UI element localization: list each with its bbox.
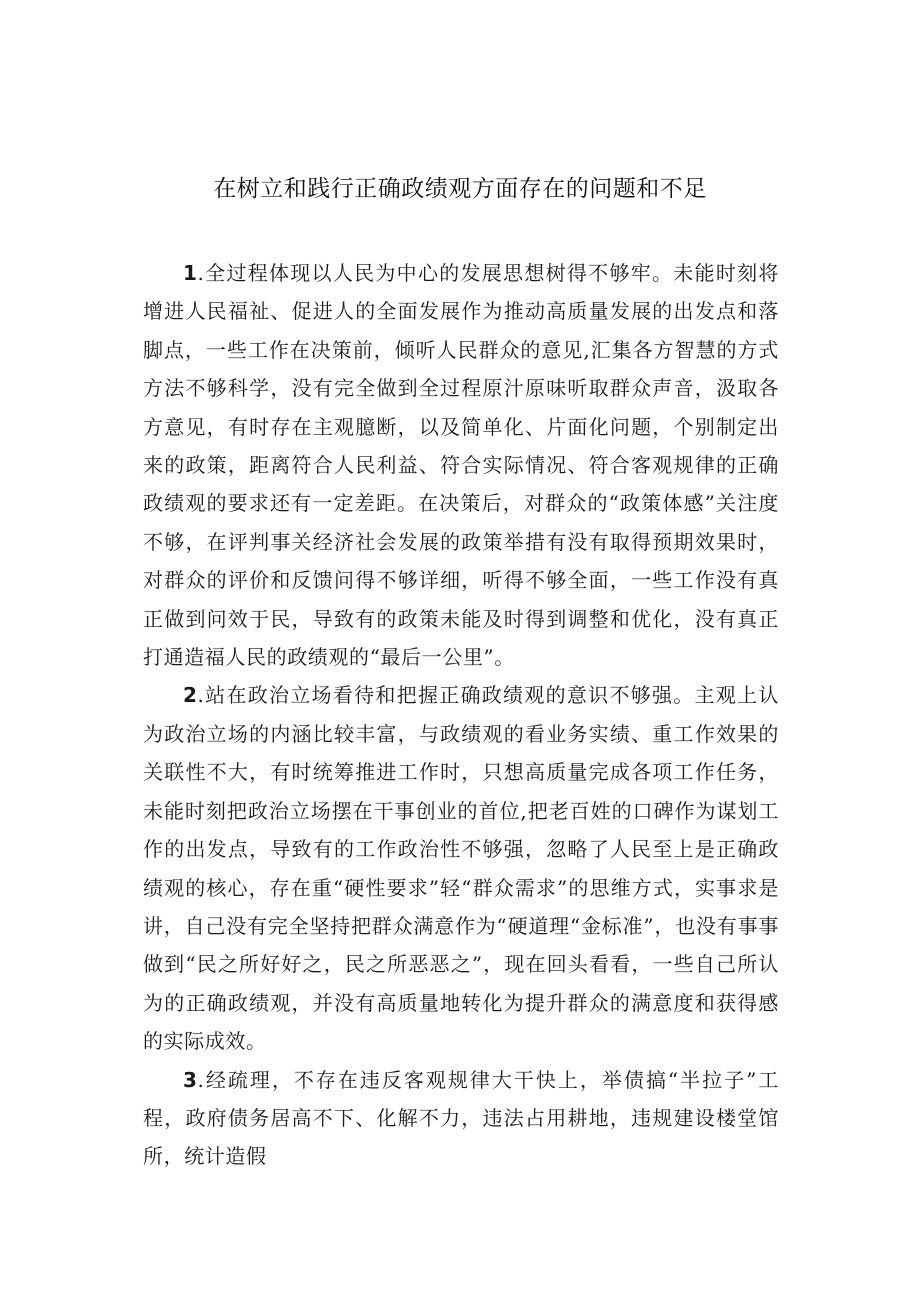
paragraph-number: 3	[183, 1067, 198, 1092]
document-body	[143, 254, 779, 1176]
paragraph-text: .全过程体现以人民为中心的发展思想树得不够牢。未能时刻将增进人民福祉、促进人的全面发展作为推动高质量发展的出发点和落脚点，一些工作在决策前，倾听人民群众的意见,汇集各方智慧的方式方法不够科学，没有完全做到全过程原汁原味听取群众声音，汲取各方意见，有时存在主观臆断，以及简单化、片面化问题，个别制定出来的政策，距离符合人民利益、符合实际情况、符合客观规律的正确政绩观的要求还有一定差距。在决策后，对群众的“政策体感”关注度不够，在评判事关经济社会发展的政策举措有没有取得预期效果时，对群众的评价和反馈问得不够详细，听得不够全面，一些工作没有真正做到问效于民，导致有的政策未能及时得到调整和优化，没有真正打通造福人民的政绩观的“最后一公里”。	[143, 261, 779, 670]
paragraph-text: .经疏理，不存在违反客观规律大干快上，举债搞“半拉子”工程，政府债务居高不下、化解不力，违法占用耕地，违规建设楼堂馆所，统计造假	[143, 1067, 779, 1169]
paragraph-number: 1	[183, 261, 198, 285]
paragraph-1	[143, 254, 779, 676]
paragraph-number: 2	[183, 683, 198, 708]
paragraph-3	[143, 1061, 779, 1176]
paragraph-text: .站在政治立场看待和把握正确政绩观的意识不够强。主观上认为政治立场的内涵比较丰富，与政绩观的看业务实绩、重工作效果的关联性不大，有时统筹推进工作时，只想高质量完成各项工作任务，未能时刻把政治立场摆在干事创业的首位,把老百姓的口碑作为谋划工作的出发点，导致有的工作政治性不够强，忽略了人民至上是正确政绩观的核心，存在重“硬性要求”轻“群众需求”的思维方式，实事求是讲，自己没有完全坚持把群众满意作为“硬道理“金标准”，也没有事事做到“民之所好好之，民之所恶恶之”，现在回头看看，一些自己所认为的正确政绩观，并没有高质量地转化为提升群众的满意度和获得感的实际成效。	[143, 683, 779, 1054]
paragraph-2	[143, 676, 779, 1060]
document-title: 在树立和践行正确政绩观方面存在的问题和不足	[213, 176, 707, 202]
